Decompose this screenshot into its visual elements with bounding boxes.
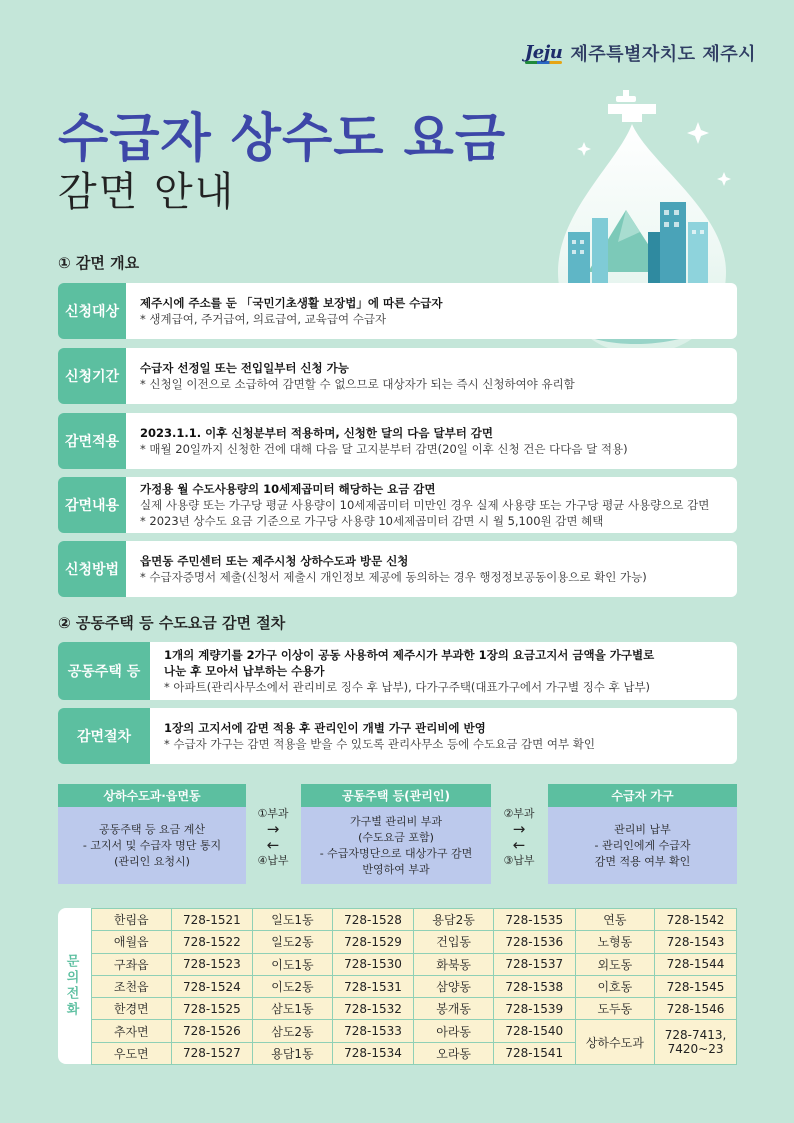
office-phone: 728-1521 [171,909,253,931]
office-phone: 728-1541 [493,1042,575,1064]
office-name: 건입동 [414,931,494,953]
flow-line: 공동주택 등 요금 계산 [98,822,206,836]
office-phone: 728-1543 [655,931,737,953]
office-name: 이도1동 [253,953,333,975]
flow-box-body [548,807,737,884]
row-tag: 공동주택 등 [58,642,150,700]
office-name: 도두동 [575,998,655,1020]
office-phone: 728-1526 [171,1020,253,1042]
row-sub-text: * 수급자증명서 제출(신청서 제출시 개인정보 제공에 동의하는 경우 행정정보공동이용으로 확인 가능) [140,570,647,584]
flow-arrow-2 [492,806,546,868]
office-name: 삼도2동 [253,1020,333,1042]
row-body [150,708,737,764]
office-name: 구좌읍 [92,953,172,975]
office-name: 봉개동 [414,998,494,1020]
office-name: 용담1동 [253,1042,333,1064]
office-phone: 728-1531 [332,975,414,997]
table-row [92,998,737,1020]
row-body [126,283,737,339]
office-name: 이호동 [575,975,655,997]
overview-row-target [58,283,737,339]
flow-line: - 고지서 및 수급자 명단 통지 [82,838,222,852]
row-main-text: 1개의 계량기를 2가구 이상이 공동 사용하여 제주시가 부과한 1장의 요금고지서 금액을 가구별로 [164,648,655,662]
row-main-text: 수급자 선정일 또는 전입일부터 신청 가능 [140,361,349,375]
office-name: 추자면 [92,1020,172,1042]
office-name: 아라동 [414,1020,494,1042]
office-phone: 728-1525 [171,998,253,1020]
row-sub-text: * 아파트(관리사무소에서 관리비로 징수 후 납부), 다가구주택(대표가구에서 가구별 징수 후 납부) [164,680,651,694]
row-body [126,413,737,469]
table-row [92,931,737,953]
office-name: 한림읍 [92,909,172,931]
overview-row-apply [58,413,737,469]
flow-line: (관리인 요청시) [114,854,190,868]
flow-line: - 관리인에게 수급자 [594,838,691,852]
row-body [126,348,737,404]
row-main-text: 2023.1.1. 이후 신청분부터 적용하며, 신청한 달의 다음 달부터 감면 [140,426,494,440]
office-phone: 728-1523 [171,953,253,975]
arrow-label-top: ②부과 [503,807,535,820]
office-phone: 728-1534 [332,1042,414,1064]
flow-box-head: 수급자 가구 [548,784,737,807]
flow-line: 감면 적용 여부 확인 [594,854,691,868]
office-name: 오라동 [414,1042,494,1064]
office-name: 상하수도과 [575,1020,655,1065]
row-tag: 신청대상 [58,283,126,339]
office-phone: 728-1532 [332,998,414,1020]
phone-line: 7420~23 [667,1042,724,1057]
procedure-row-apartment [58,642,737,700]
row-sub-text: * 생계급여, 주거급여, 의료급여, 교육급여 수급자 [140,312,387,326]
office-name: 조천읍 [92,975,172,997]
office-phone: 728-1528 [332,909,414,931]
page-title: 수급자 상수도 요금 [58,109,507,169]
office-name: 애월읍 [92,931,172,953]
left-arrow-icon: ← [266,836,280,854]
contact-table [91,908,737,1065]
page-subtitle: 감면 안내 [58,169,236,215]
office-name: 일도1동 [253,909,333,931]
office-phone: 728-1535 [493,909,575,931]
row-body [150,642,737,700]
table-row [92,975,737,997]
org-name: 제주특별자치도 제주시 [570,44,756,65]
office-name: 삼양동 [414,975,494,997]
arrow-label-bottom: ③납부 [503,854,535,867]
row-sub-text: 실제 사용량 또는 가구당 평균 사용량이 10세제곱미터 미만인 경우 실제 사용량 또는 가구당 평균 사용량으로 감면 [140,498,710,512]
arrow-label-top: ①부과 [257,807,289,820]
office-phone: 728-1533 [332,1020,414,1042]
left-arrow-icon: ← [512,836,526,854]
table-row [92,909,737,931]
row-tag: 감면내용 [58,477,126,533]
office-name: 화북동 [414,953,494,975]
row-main-text: 가정용 월 수도사용량의 10세제곱미터 해당하는 요금 감면 [140,482,436,496]
contact-panel [58,908,737,1064]
office-name: 일도2동 [253,931,333,953]
flow-line: - 수급자명단으로 대상가구 감면 [319,846,473,860]
office-phone: 728-1530 [332,953,414,975]
flow-box-household [548,784,737,884]
row-main-text: 1장의 고지서에 감면 적용 후 관리인이 개별 가구 관리비에 반영 [164,721,486,735]
flow-line: (수도요금 포함) [358,830,434,844]
arrow-label-bottom: ④납부 [257,854,289,867]
procedure-row-steps [58,708,737,764]
office-name: 우도면 [92,1042,172,1064]
right-arrow-icon: → [266,820,280,838]
flow-box-head: 공동주택 등(관리인) [301,784,491,807]
row-main-text: 나눈 후 모아서 납부하는 수용가 [164,664,325,678]
flow-arrow-1 [246,806,300,868]
flow-box-manager [301,784,491,884]
flow-box-office [58,784,246,884]
flow-box-body [301,807,491,884]
office-phone: 728-1537 [493,953,575,975]
row-tag: 감면적용 [58,413,126,469]
row-body [126,477,737,533]
office-name: 용담2동 [414,909,494,931]
office-phone: 728-1529 [332,931,414,953]
office-phone: 728-1544 [655,953,737,975]
office-phone: 728-1539 [493,998,575,1020]
row-sub-text: * 2023년 상수도 요금 기준으로 가구당 사용량 10세제곱미터 감면 시 월 5,100원 감면 혜택 [140,514,604,528]
flow-box-body [58,807,246,884]
row-sub-text: * 신청일 이전으로 소급하여 감면할 수 없으므로 대상자가 되는 즉시 신청하여야 유리함 [140,377,575,391]
row-body [126,541,737,597]
contact-label-text: 문의전화 [63,954,79,1018]
row-tag: 신청기간 [58,348,126,404]
office-name: 연동 [575,909,655,931]
flow-box-head: 상하수도과·읍면동 [58,784,246,807]
section2-title: ② 공동주택 등 수도요금 감면 절차 [58,614,286,632]
office-phone: 728-1538 [493,975,575,997]
procedure-flow [58,784,737,884]
office-phone: 728-1545 [655,975,737,997]
office-name: 외도동 [575,953,655,975]
overview-row-method [58,541,737,597]
office-name: 이도2동 [253,975,333,997]
office-name: 노형동 [575,931,655,953]
flow-line: 반영하여 부과 [362,862,430,876]
right-arrow-icon: → [512,820,526,838]
phone-line: 728-7413, [664,1028,727,1043]
office-phone: 728-1542 [655,909,737,931]
table-row [92,1020,737,1042]
table-row [92,953,737,975]
flow-line: 가구별 관리비 부과 [349,814,442,828]
row-main-text: 제주시에 주소를 둔 「국민기초생활 보장법」에 따른 수급자 [140,296,443,310]
row-tag: 신청방법 [58,541,126,597]
row-sub-text: * 수급자 가구는 감면 적용을 받을 수 있도록 관리사무소 등에 수도요금 감면 여부 확인 [164,737,595,751]
office-phone [655,1020,737,1065]
office-phone: 728-1522 [171,931,253,953]
office-phone: 728-1536 [493,931,575,953]
jeju-logo: Jeju [524,42,563,63]
office-phone: 728-1524 [171,975,253,997]
office-name: 삼도1동 [253,998,333,1020]
office-name: 한경면 [92,998,172,1020]
section1-title: ① 감면 개요 [58,254,140,272]
row-sub-text: * 매월 20일까지 신청한 건에 대해 다음 달 고지분부터 감면(20일 이후 신청 건은 다다음 달 적용) [140,442,628,456]
office-phone: 728-1546 [655,998,737,1020]
flow-line: 관리비 납부 [614,822,671,836]
header-logo [525,40,756,66]
office-phone: 728-1540 [493,1020,575,1042]
office-phone: 728-1527 [171,1042,253,1064]
overview-row-period [58,348,737,404]
row-tag: 감면절차 [58,708,150,764]
row-main-text: 읍면동 주민센터 또는 제주시청 상하수도과 방문 신청 [140,554,409,568]
overview-row-content [58,477,737,533]
contact-label [58,908,84,1064]
